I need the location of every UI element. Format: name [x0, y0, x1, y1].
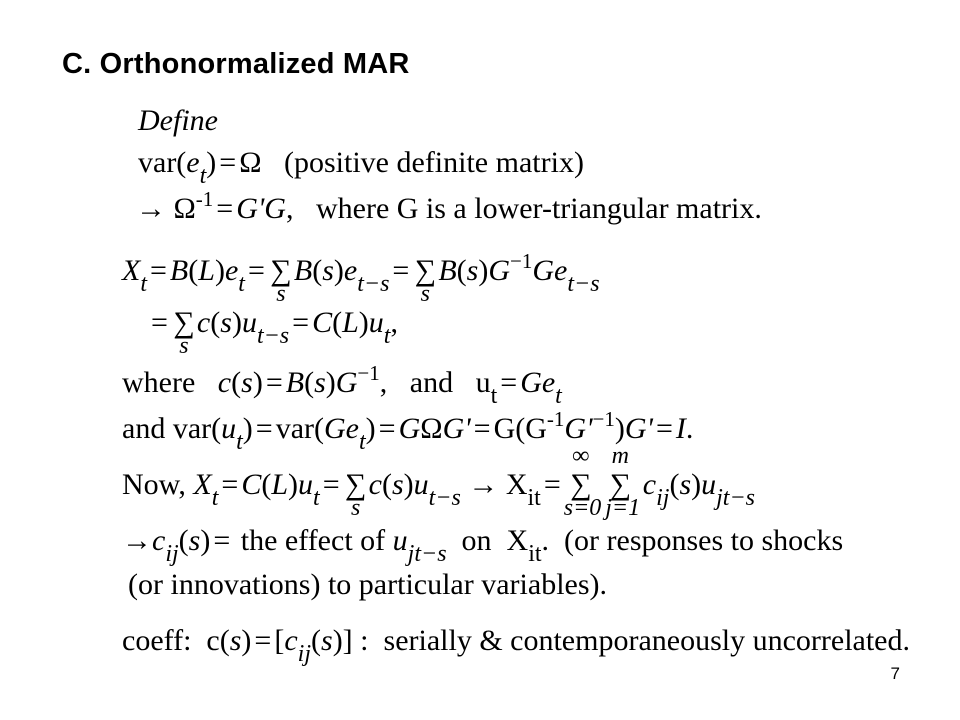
definitions-line: where $c(s) = B(s)G^{-1}$, and $u_t = Ge_t$ — [122, 361, 562, 409]
responses-note: (or responses to shocks — [564, 524, 844, 557]
define-label: Define — [138, 104, 218, 137]
impulse-response-eq: Now, $X_t = C(L)u_t$ = ∑ s $c(s)u_{t-s} \to X_{it}$ = ∞ ∑ s=0 m ∑ j=1 $c_{ij}(s)u_{jt-s}$ — [122, 443, 755, 521]
where-label: where — [122, 366, 196, 399]
positive-definite-note: (positive definite matrix) — [284, 146, 584, 179]
and-var-label: and — [122, 412, 166, 445]
effect-text: the effect of — [240, 524, 386, 557]
uncorrelated-text: serially & contemporaneously uncorrelated. — [383, 624, 910, 657]
coeff-label: coeff: — [122, 624, 192, 657]
page-number: 7 — [890, 664, 900, 683]
variance-identity-eq: and $var(u_t) = var(Ge_t) = G\Omega G' = G(G^{-1}G'^{-1})G' = I$. — [122, 407, 694, 455]
ma-representation-eq: $X_t = B(L)e_t$ = ∑ s $B(s)e_{t-s}$ = ∑ s $B(s)G^{-1}Ge_{t-s}$ — [122, 249, 600, 307]
coefficient-property: coeff: $c(s) = [c_{ij}(s)]$ : serially & contemporaneously uncorrelated. — [122, 624, 910, 667]
cholesky-statement: → $\Omega^{-1} = G'G$, where G is a lower-triangular matrix. — [136, 187, 762, 225]
innovations-note: (or innovations) to particular variables). — [128, 568, 608, 601]
variance-definition: $var(e_t) = \Omega$ (positive definite matrix) — [138, 146, 584, 189]
and-label: and — [409, 366, 454, 399]
on-label: on — [461, 524, 492, 557]
now-label: Now, — [122, 468, 186, 501]
effect-interpretation: $\to c_{ij}(s)$ = the effect of $u_{jt-s}$ on $X_{it}$. (or responses to shocks — [122, 524, 844, 567]
slide-title: C. Orthonormalized MAR — [62, 48, 410, 80]
orthogonalized-ma-eq: = ∑ s $c(s)u_{t-s} = C(L)u_t$, — [151, 306, 398, 359]
lower-triangular-note: where G is a lower-triangular matrix. — [315, 192, 762, 225]
